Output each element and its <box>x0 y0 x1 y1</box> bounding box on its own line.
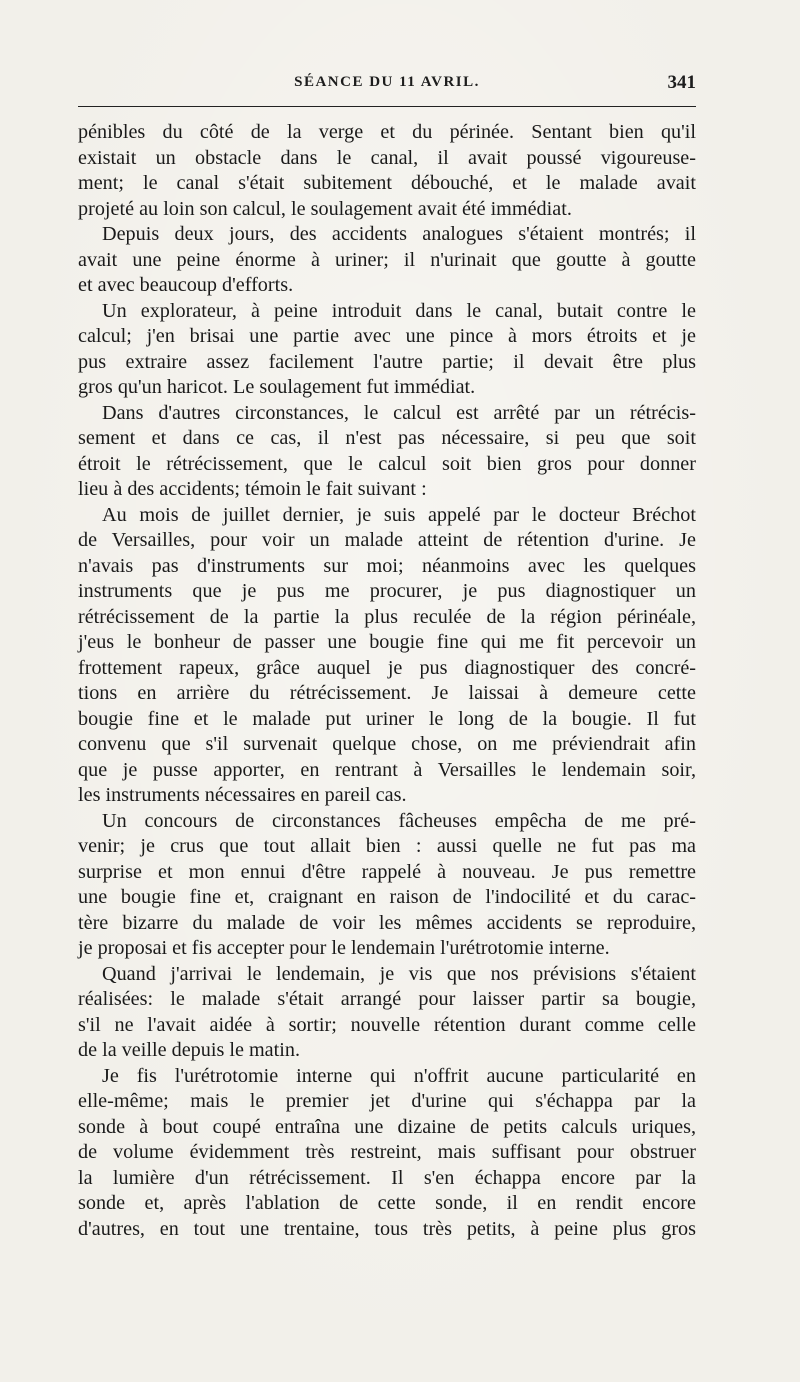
text-line: instruments que je pus me procurer, je pus diagnostiquer un <box>78 580 696 602</box>
text-line: et avec beaucoup d'efforts. <box>78 274 294 296</box>
text-line: Un concours de circonstances fâcheuses empêcha de me pré- <box>102 809 696 832</box>
text-line: Un explorateur, à peine introduit dans le canal, butait contre le <box>102 299 696 322</box>
text-line: sonde à bout coupé entraîna une dizaine de petits calculs uriques, <box>78 1115 696 1138</box>
text-line: pus extraire assez facilement l'autre partie; il devait être plus <box>78 350 696 373</box>
text-line: venir; je crus que tout allait bien : aussi quelle ne fut pas ma <box>78 835 696 857</box>
text-line: de la veille depuis le matin. <box>78 1039 300 1061</box>
text-line: sement et dans ce cas, il n'est pas nécessaire, si peu que soit <box>78 427 696 449</box>
text-line: de volume évidemment très restreint, mais suffisant pour obstruer <box>78 1141 696 1163</box>
text-line: Quand j'arrivai le lendemain, je vis que nos prévisions s'étaient <box>102 962 696 985</box>
text-line: réalisées: le malade s'était arrangé pour laisser partir sa bougie, <box>78 988 696 1010</box>
text-line: les instruments nécessaires en pareil cas. <box>78 784 407 806</box>
text-line: sonde et, après l'ablation de cette sonde, il en rendit encore <box>78 1192 696 1214</box>
text-line: n'avais pas d'instruments sur moi; néanmoins avec les quelques <box>78 554 696 577</box>
text-line: calcul; j'en brisai une partie avec une pince à mors étroits et je <box>78 325 696 347</box>
text-line: tère bizarre du malade de voir les mêmes accidents se reproduire, <box>78 911 696 934</box>
text-line: j'eus le bonheur de passer une bougie fine qui me fit percevoir un <box>78 631 696 653</box>
text-line: s'il ne l'avait aidée à sortir; nouvelle rétention durant comme celle <box>78 1013 696 1036</box>
paragraph <box>78 120 696 222</box>
paragraph <box>78 1064 696 1243</box>
text-line: Au mois de juillet dernier, je suis appelé par le docteur Bréchot <box>102 503 696 526</box>
paragraph <box>78 401 696 503</box>
text-line: Dans d'autres circonstances, le calcul est arrêté par un rétrécis- <box>102 401 696 424</box>
paragraph <box>78 503 696 809</box>
text-line: Je fis l'urétrotomie interne qui n'offrit aucune particularité en <box>102 1064 696 1087</box>
body-text <box>78 120 696 1242</box>
text-line: avait une peine énorme à uriner; il n'urinait que goutte à goutte <box>78 248 696 271</box>
text-line: je proposai et fis accepter pour le lendemain l'urétrotomie interne. <box>78 937 610 959</box>
text-line: tions en arrière du rétrécissement. Je laissai à demeure cette <box>78 682 696 704</box>
text-line: de Versailles, pour voir un malade atteint de rétention d'urine. Je <box>78 529 696 551</box>
text-line: la lumière d'un rétrécissement. Il s'en échappa encore par la <box>78 1166 696 1189</box>
paragraph <box>78 299 696 401</box>
page-header <box>78 74 696 102</box>
text-line: d'autres, en tout une trentaine, tous très petits, à peine plus gros <box>78 1217 696 1240</box>
text-line: convenu que s'il survenait quelque chose, on me préviendrait afin <box>78 733 696 755</box>
paragraph <box>78 809 696 962</box>
text-line: projeté au loin son calcul, le soulagement avait été immédiat. <box>78 197 572 220</box>
page-number: 341 <box>667 72 696 93</box>
text-line: Depuis deux jours, des accidents analogues s'étaient montrés; il <box>102 223 696 245</box>
text-line: une bougie fine et, craignant en raison de l'indocilité et du carac- <box>78 886 696 908</box>
header-rule <box>78 106 696 107</box>
text-line: pénibles du côté de la verge et du périnée. Sentant bien qu'il <box>78 121 696 143</box>
text-line: rétrécissement de la partie la plus reculée de la région périnéale, <box>78 605 696 628</box>
paragraph <box>78 222 696 299</box>
text-line: gros qu'un haricot. Le soulagement fut immédiat. <box>78 376 476 398</box>
text-line: existait un obstacle dans le canal, il avait poussé vigoureuse- <box>78 146 696 169</box>
text-line: surprise et mon ennui d'être rappelé à nouveau. Je pus remettre <box>78 860 696 883</box>
text-line: que je pusse apporter, en rentrant à Versailles le lendemain soir, <box>78 758 696 781</box>
text-line: elle-même; mais le premier jet d'urine qui s'échappa par la <box>78 1090 696 1112</box>
text-line: étroit le rétrécissement, que le calcul soit bien gros pour donner <box>78 452 696 475</box>
text-line: lieu à des accidents; témoin le fait suivant : <box>78 478 427 500</box>
text-line: bougie fine et le malade put uriner le long de la bougie. Il fut <box>78 707 696 730</box>
paragraph <box>78 962 696 1064</box>
running-head: SÉANCE DU 11 AVRIL. <box>294 74 480 90</box>
text-line: ment; le canal s'était subitement débouché, et le malade avait <box>78 172 696 194</box>
text-line: frottement rapeux, grâce auquel je pus diagnostiquer des concré- <box>78 656 696 679</box>
